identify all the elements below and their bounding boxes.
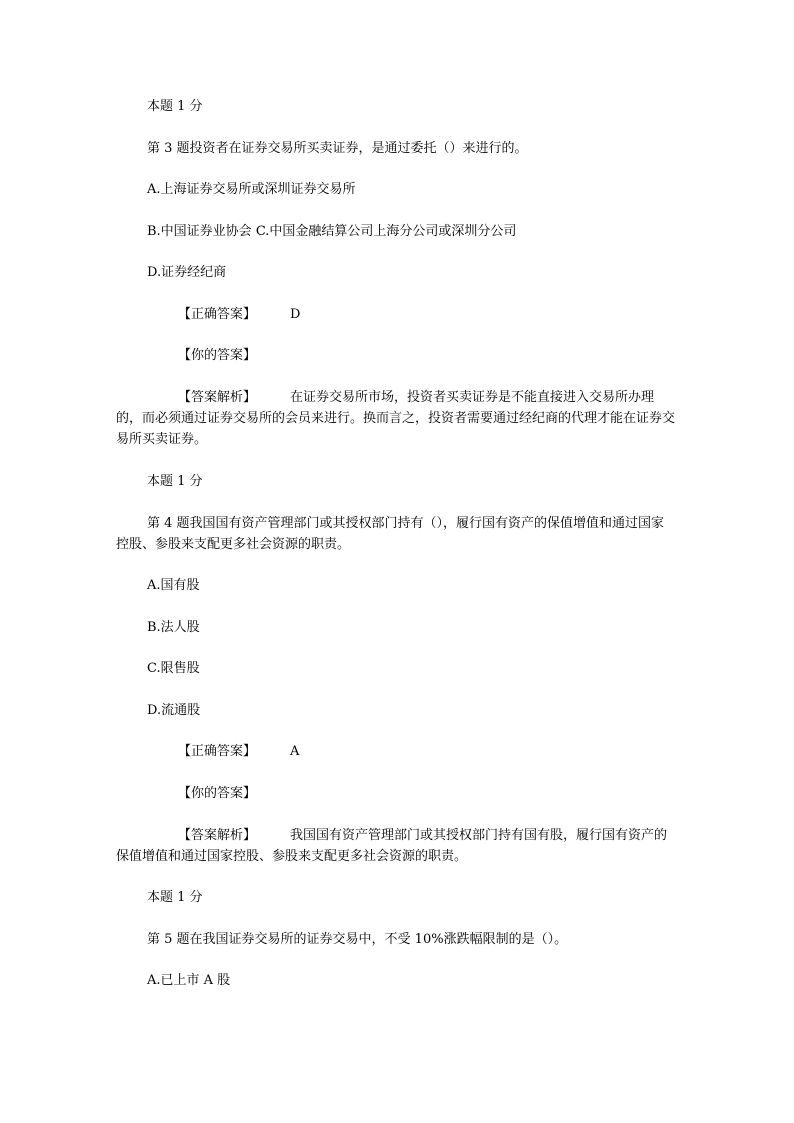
question-score: 本题 1 分 bbox=[147, 474, 203, 489]
correct-answer-label: 【正确答案】 bbox=[178, 307, 257, 322]
option-d: D.证券经纪商 bbox=[147, 265, 227, 280]
correct-answer-row bbox=[178, 744, 299, 760]
question-score: 本题 1 分 bbox=[147, 890, 203, 905]
option-b: B.法人股 bbox=[147, 620, 200, 635]
correct-answer-label: 【正确答案】 bbox=[178, 744, 257, 759]
question-stem: 第 3 题投资者在证券交易所买卖证券，是通过委托（）来进行的。 bbox=[147, 141, 528, 156]
option-d: D.流通股 bbox=[147, 703, 201, 718]
analysis-label: 【答案解析】 bbox=[178, 828, 257, 843]
option-a: A.上海证券交易所或深圳证券交易所 bbox=[147, 182, 356, 197]
analysis-label: 【答案解析】 bbox=[178, 390, 257, 405]
option-b-c: B.中国证券业协会 C.中国金融结算公司上海分公司或深圳分公司 bbox=[147, 224, 517, 239]
correct-answer-row bbox=[178, 307, 300, 323]
option-a: A.国有股 bbox=[147, 578, 200, 593]
your-answer-label: 【你的答案】 bbox=[178, 786, 257, 801]
correct-answer-value: A bbox=[290, 744, 300, 759]
correct-answer-value: D bbox=[290, 307, 301, 322]
answer-analysis bbox=[116, 825, 676, 867]
question-stem: 第 5 题在我国证券交易所的证券交易中，不受 10%涨跌幅限制的是（）。 bbox=[147, 932, 568, 947]
analysis-text: 在证券交易所市场，投资者买卖证券是不能直接进入交易所办理的，而必须通过证券交易所的会员来进行。换而言之，投资者需要通过经纪商的代理才能在证券交易所买卖证券。 bbox=[116, 390, 676, 447]
question-score: 本题 1 分 bbox=[147, 99, 203, 114]
your-answer-label: 【你的答案】 bbox=[178, 348, 257, 363]
answer-analysis bbox=[116, 387, 676, 450]
option-c: C.限售股 bbox=[147, 661, 200, 676]
analysis-text: 我国国有资产管理部门或其授权部门持有国有股，履行国有资产的保值增值和通过国家控股、参股来支配更多社会资源的职责。 bbox=[116, 828, 668, 864]
question-stem: 第 4 题我国国有资产管理部门或其授权部门持有（），履行国有资产的保值增值和通过国家控股、参股来支配更多社会资源的职责。 bbox=[116, 516, 665, 552]
option-a: A.已上市 A 股 bbox=[147, 973, 231, 988]
